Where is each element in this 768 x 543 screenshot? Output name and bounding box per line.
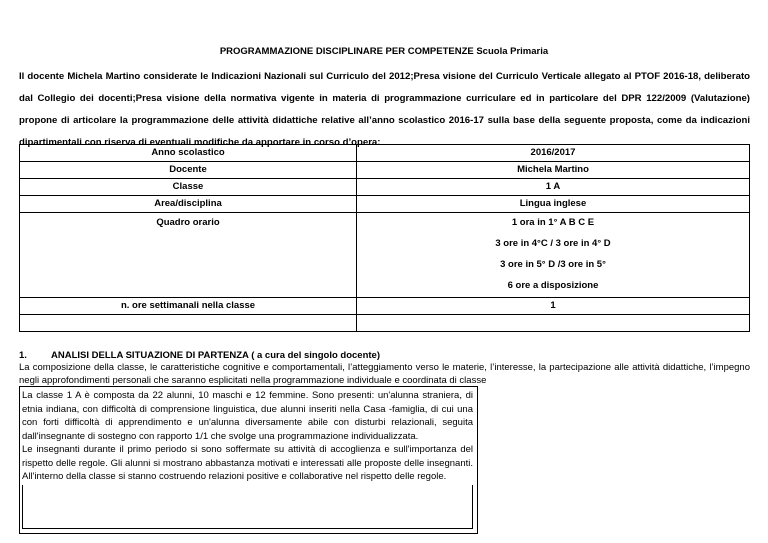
quadro-orario-line: 3 ore in 4°C / 3 ore in 4° D: [495, 238, 611, 249]
analysis-text: La classe 1 A è composta da 22 alunni, 10 maschi e 12 femmine. Sono presenti: un'alunna straniera, di etnia indiana, con difficoltà di comprensione linguistica, due alunni inseriti nella Casa -famiglia, di cui una con forti difficoltà di apprendimento e un'alunna diversamente abile con disturbi relazionali, seguita dall'insegnante di sostegno con rapporto 1/1 che svolge una programmazione individualizzata. Le insegnanti durante il primo periodo si sono soffermate su attività di accoglienza e sull'importanza del rispetto delle regole. Gli alunni si mostrano abbastanza motivati e interessati alle proposte delle insegnanti. All'interno della classe si stanno costruendo relazioni positive e collaborative nel rispetto delle regole.: [22, 390, 473, 482]
row-label-docente: Docente: [169, 164, 207, 175]
row-value-classe: 1 A: [545, 181, 561, 192]
document-title: PROGRAMMAZIONE DISCIPLINARE PER COMPETENZE Scuola Primaria: [219, 46, 549, 57]
table-row: [20, 162, 750, 179]
table-row: [20, 196, 750, 213]
section-description: La composizione della classe, le caratteristiche cognitive e comportamentali, l’atteggiamento verso le materie, l’interesse, la partecipazione alle attività didattiche, l’impegno negli approfondimenti personali che saranno esplicitati nella programmazione individuale e coordinata di classe: [19, 362, 750, 386]
row-label-quadro-orario: Quadro orario: [156, 217, 220, 228]
info-table: [19, 144, 750, 332]
table-row: [20, 315, 750, 332]
analysis-box: [19, 386, 478, 534]
row-label-ore-settimanali: n. ore settimanali nella classe: [120, 300, 256, 311]
section-title: ANALISI DELLA SITUAZIONE DI PARTENZA ( a cura del singolo docente): [51, 350, 380, 361]
table-row: [20, 213, 750, 298]
analysis-inner-box: [22, 485, 473, 529]
intro-paragraph: Il docente Michela Martino considerate le Indicazioni Nazionali sul Curriculo del 2012;Presa visione del Curriculo Verticale allegato al PTOF 2016-18, deliberato dal Collegio dei docenti;Presa visione della normativa vigente in materia di programmazione curriculare ed in particolare del DPR 122/2009 (Valutazione) propone di articolare la programmazione delle attività didattiche relative all’anno scolastico 2016-17 sulla base della seguente proposta, come da indicazioni dipartimentali con riserva di eventuali modifiche da apportare in corso d’opera:: [19, 71, 750, 148]
row-value-ore-settimanali: 1: [550, 300, 556, 311]
section-number: 1.: [19, 350, 27, 361]
row-label-disciplina: Area/disciplina: [154, 198, 222, 209]
row-value-anno: 2016/2017: [530, 147, 576, 158]
row-label-anno: Anno scolastico: [151, 147, 225, 158]
empty-cell: [20, 315, 356, 331]
table-row: [20, 298, 750, 315]
row-label-classe: Classe: [172, 181, 204, 192]
section-heading: [19, 350, 380, 361]
table-row: [20, 145, 750, 162]
quadro-orario-line: 6 ore a disposizione: [507, 280, 599, 291]
table-row: [20, 179, 750, 196]
quadro-orario-line: 1 ora in 1° A B C E: [511, 217, 595, 228]
empty-cell: [357, 315, 749, 331]
row-value-docente: Michela Martino: [517, 164, 589, 175]
quadro-orario-line: 3 ore in 5° D /3 ore in 5°: [500, 259, 606, 270]
row-value-disciplina: Lingua inglese: [519, 198, 587, 209]
